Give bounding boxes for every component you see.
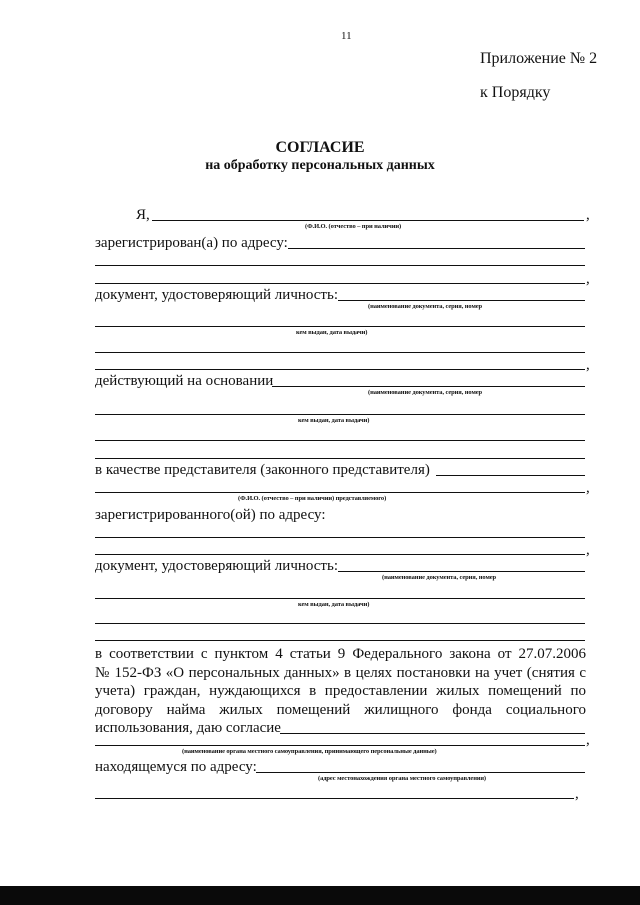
document-line-3[interactable] [95, 352, 585, 353]
registered-label: зарегистрирован(а) по адресу: [95, 235, 288, 251]
represented-registered-label: зарегистрированного(ой) по адресу: [95, 507, 326, 523]
representative-line-1[interactable] [436, 475, 585, 476]
document2-label: документ, удостоверяющий личность: [95, 558, 338, 574]
located-label: находящемуся по адресу: [95, 759, 257, 775]
page-number: 11 [341, 30, 352, 42]
comma: , [586, 207, 590, 223]
basis-caption-1: (наименование документа, серия, номер [368, 389, 483, 396]
document-line-4[interactable] [95, 369, 585, 370]
i-label: Я, [136, 207, 150, 223]
document-caption-2: кем выдан, дата выдачи) [296, 329, 368, 336]
represented-caption: (Ф.И.О. (отчество – при наличии) представляемого) [238, 495, 387, 502]
document2-line-4[interactable] [95, 640, 585, 641]
basis-line-1[interactable] [272, 386, 585, 387]
consent-line-3: учета) граждан, нуждающихся в предоставлении жилых помещений по [95, 683, 586, 700]
comma: , [586, 732, 590, 748]
org-line[interactable] [95, 745, 585, 746]
consent-line-5: использования, даю согласие [95, 720, 281, 737]
located-line-1[interactable] [256, 772, 585, 773]
document-line-2[interactable] [95, 326, 585, 327]
org-caption: (наименование органа местного самоуправления, принимающего персональные данные) [182, 748, 437, 755]
appendix-number: Приложение № 2 [480, 50, 598, 67]
consent-line-2: № 152-ФЗ «О персональных данных» в целях постановки на учет (снятия с [95, 664, 586, 681]
basis-label: действующий на основании [95, 373, 274, 389]
document-caption-1: (наименование документа, серия, номер [368, 303, 483, 310]
consent-line-4: договору найма жилых помещений жилищного фонда социального [95, 701, 586, 718]
basis-caption-2: кем выдан, дата выдачи) [298, 417, 370, 424]
comma: , [586, 357, 590, 373]
represented-address-line-1[interactable] [95, 537, 585, 538]
comma: , [586, 480, 590, 496]
document-title: СОГЛАСИЕ [275, 139, 365, 156]
comma: , [586, 271, 590, 287]
consent-paragraph [95, 645, 586, 738]
fio-line[interactable] [152, 220, 584, 221]
representative-label: в качестве представителя (законного представителя) [95, 462, 430, 478]
representative-line-2[interactable] [95, 492, 585, 493]
scan-border [0, 886, 640, 905]
address-caption: (адрес местонахождения органа местного самоуправления) [318, 775, 486, 782]
document2-caption-1: (наименование документа, серия, номер [382, 574, 497, 581]
comma: , [575, 786, 579, 802]
located-line-2[interactable] [95, 798, 574, 799]
document-subtitle: на обработку персональных данных [205, 158, 435, 173]
document2-line-1[interactable] [338, 571, 585, 572]
consent-line-1: в соответствии с пунктом 4 статьи 9 Федерального закона от 27.07.2006 [95, 646, 586, 662]
document2-line-3[interactable] [95, 623, 585, 624]
registered-line-1[interactable] [288, 248, 585, 249]
represented-address-line-2[interactable] [95, 554, 585, 555]
comma: , [586, 542, 590, 558]
basis-line-2[interactable] [95, 414, 585, 415]
document-label: документ, удостоверяющий личность: [95, 287, 338, 303]
document2-caption-2: кем выдан, дата выдачи) [298, 601, 370, 608]
registered-line-2[interactable] [95, 265, 585, 266]
registered-line-3[interactable] [95, 283, 585, 284]
document-line-1[interactable] [338, 300, 585, 301]
document2-line-2[interactable] [95, 598, 585, 599]
appendix-reference: к Порядку [480, 84, 551, 101]
basis-line-3[interactable] [95, 440, 585, 441]
basis-line-4[interactable] [95, 458, 585, 459]
fio-caption: (Ф.И.О. (отчество – при наличии) [305, 223, 402, 230]
consent-line[interactable] [280, 733, 585, 734]
